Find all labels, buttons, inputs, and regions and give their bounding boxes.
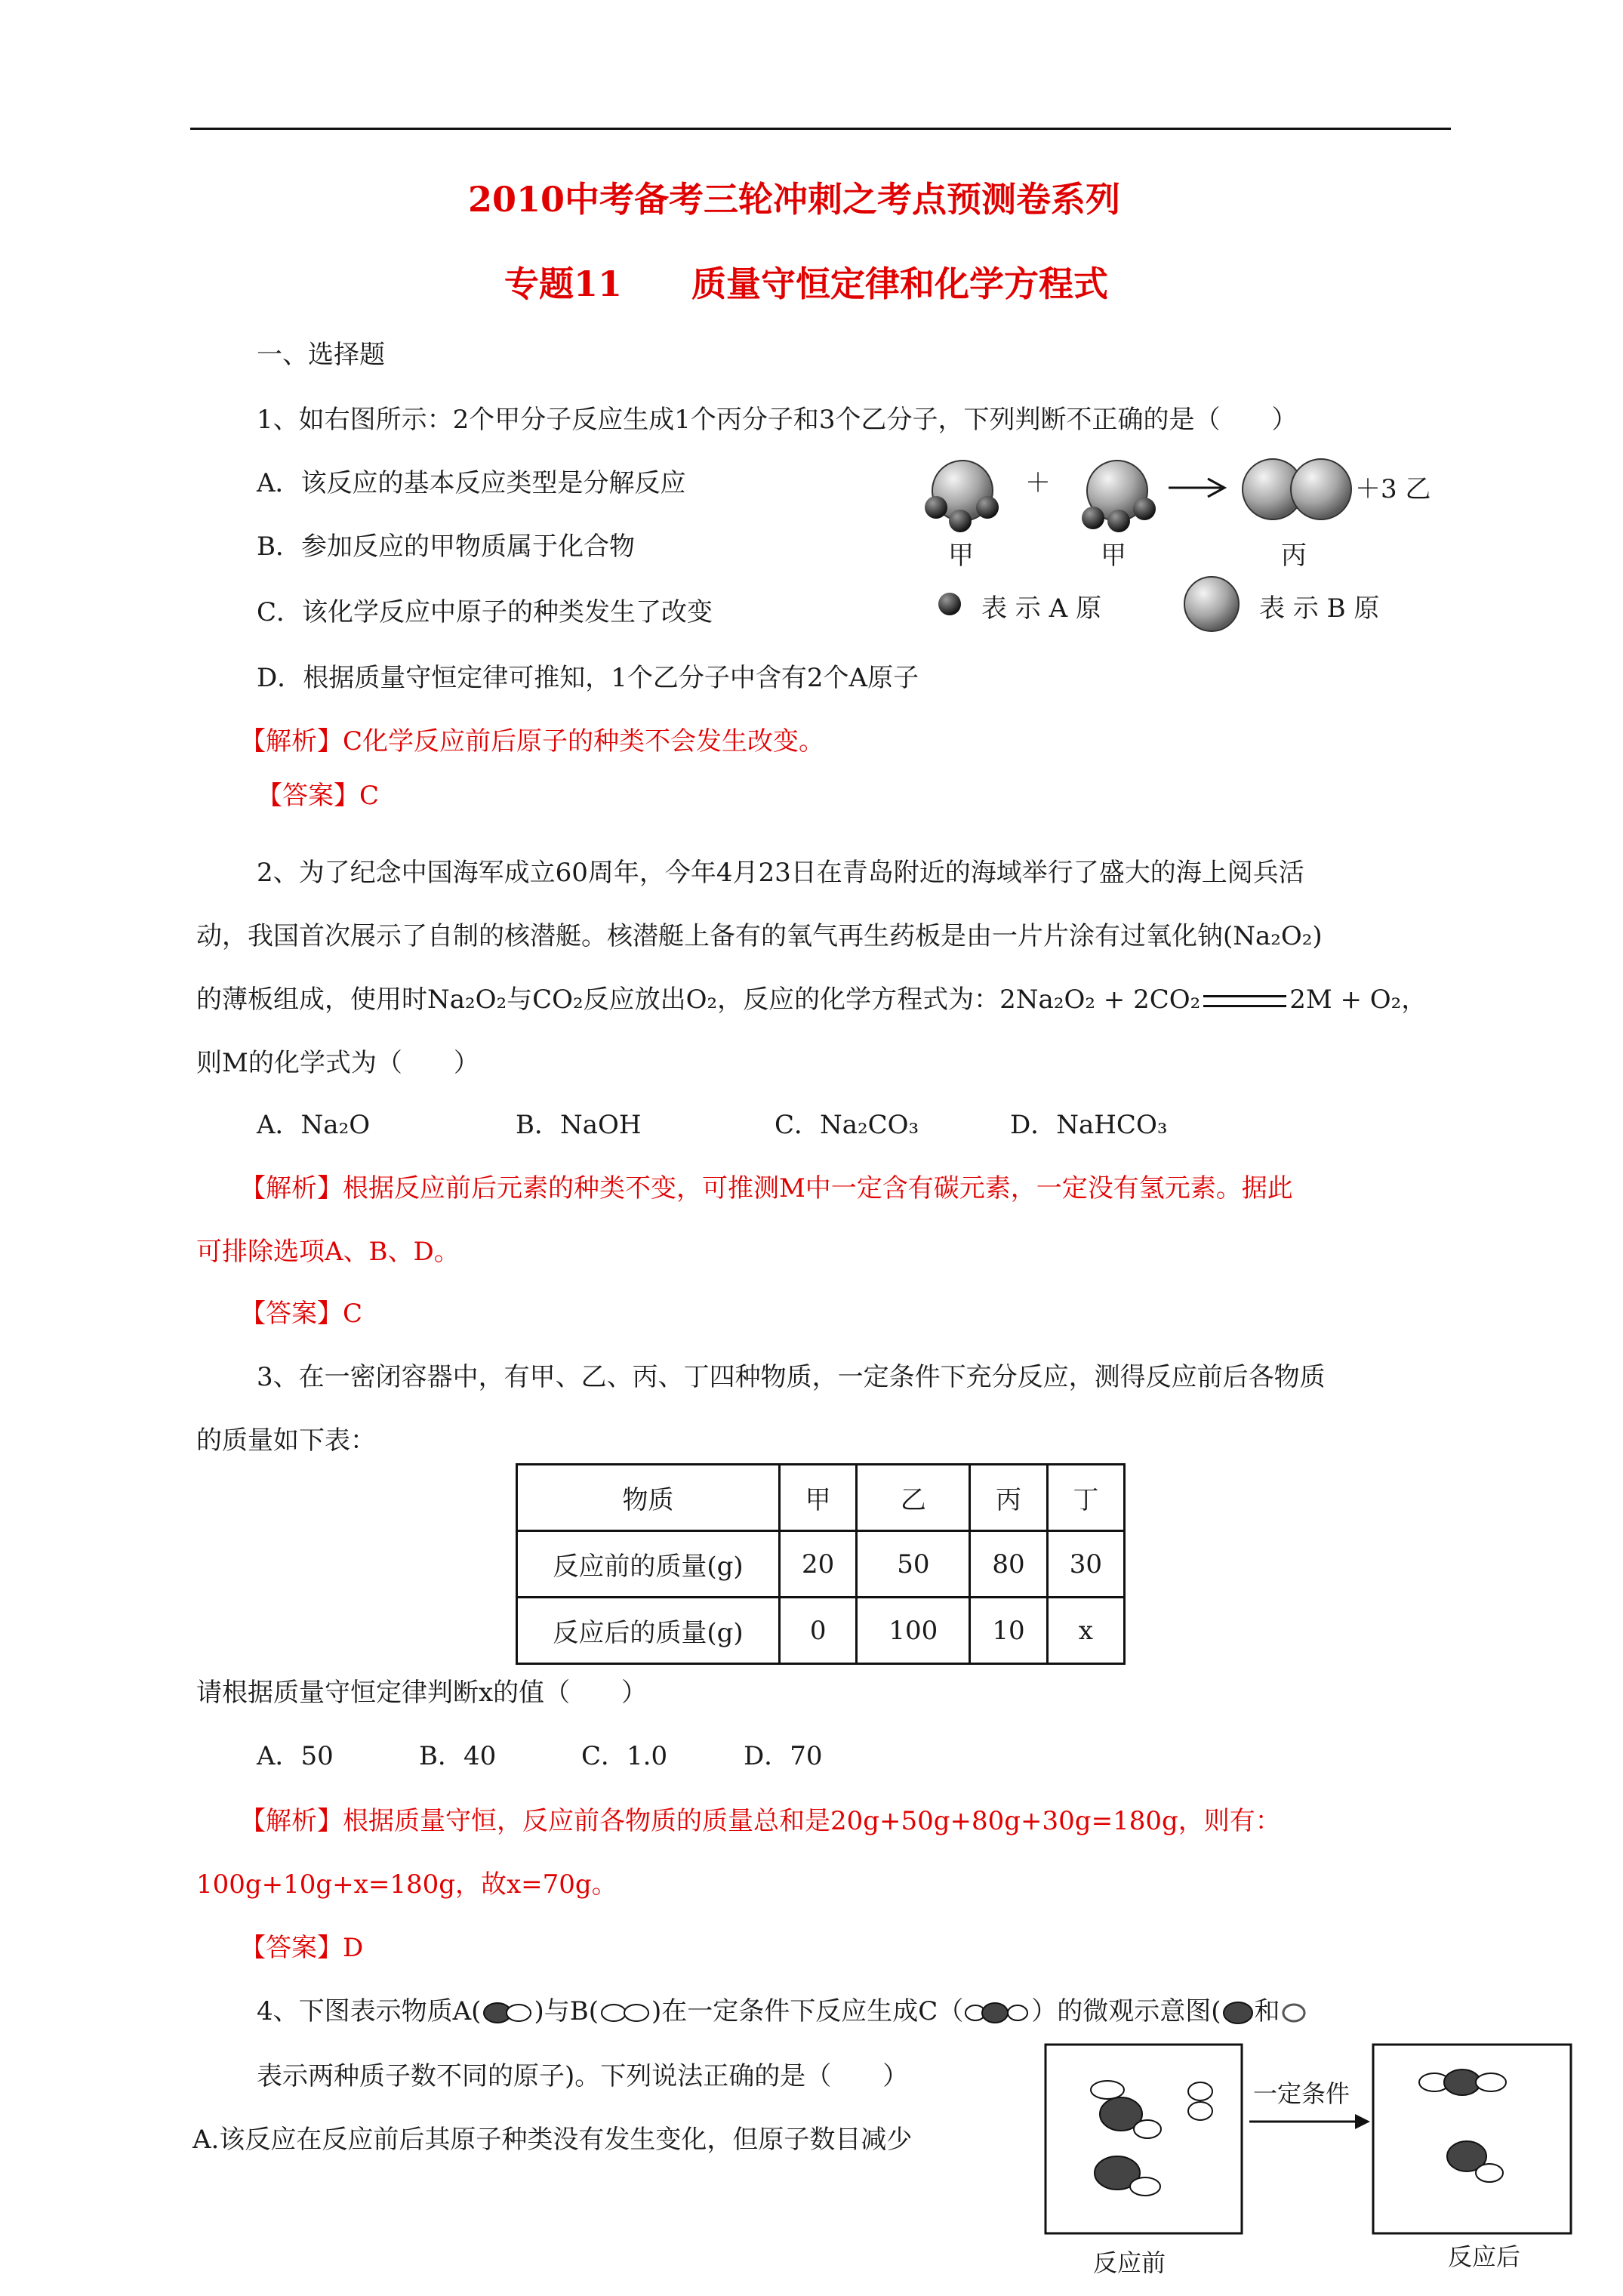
- substance-b-icon: [599, 2000, 651, 2026]
- q1-fig-legend-b: 表 示 B 原: [1259, 593, 1380, 624]
- table-cell: 反应后的质量(g): [517, 1598, 780, 1664]
- q2-option-a: A．Na₂O: [257, 1110, 371, 1140]
- q4-option-a: A.该反应在反应前后其原子种类没有发生变化，但原子数目减少: [192, 2125, 913, 2155]
- top-rule: [190, 128, 1451, 130]
- q2-line-3: 的薄板组成，使用时Na₂O₂与CO₂反应放出O₂，反应的化学方程式为：2Na₂O₂ + 2CO₂ 2M + O₂，: [196, 985, 1427, 1015]
- q1-fig-legend-a: 表 示 A 原: [981, 593, 1101, 624]
- q3-analysis-2: 100g+10g+x=180g，故x=70g。: [196, 1869, 617, 1900]
- q4-line-1: 4、下图表示物质A( )与B( )在一定条件下反应生成C（ ）的微观示意图( 和: [257, 1990, 1307, 2027]
- bing-molecule-icon: [1243, 459, 1351, 519]
- table-cell: 乙: [857, 1465, 970, 1531]
- q3-option-a: A．50: [257, 1741, 334, 1771]
- before-box: [1046, 2045, 1242, 2233]
- b-molecule-icon: [1091, 2081, 1124, 2099]
- table-cell: 20: [780, 1531, 857, 1598]
- dark-atom-icon: [1221, 2000, 1255, 2026]
- q3-analysis-1: 【解析】根据质量守恒，反应前各物质的质量总和是20g+50g+80g+30g=180g，则有：: [240, 1806, 1281, 1836]
- q1-option-c: C．该化学反应中原子的种类发生了改变: [257, 597, 713, 627]
- q2-analysis-2: 可排除选项A、B、D。: [196, 1237, 460, 1267]
- q1-fig-plus3-yi: ＋3 乙: [1355, 474, 1431, 504]
- q2-line-2: 动，我国首次展示了自制的核潜艇。核潜艇上备有的氧气再生药板是由一片片涂有过氧化钠(Na₂O₂): [196, 921, 1323, 951]
- q1-fig-plus: ＋: [1025, 468, 1051, 498]
- page-title: 2010中考备考三轮冲刺之考点预测卷系列: [468, 179, 1121, 220]
- q3-after-table: 请根据质量守恒定律判断x的值（ ）: [196, 1678, 648, 1708]
- table-cell: x: [1047, 1598, 1124, 1664]
- table-cell: 反应前的质量(g): [517, 1531, 780, 1598]
- table-cell: 10: [970, 1598, 1047, 1664]
- q1-fig-label-jia-1: 甲: [948, 541, 974, 571]
- q1-fig-label-jia-2: 甲: [1101, 541, 1126, 571]
- q4-line-2: 表示两种质子数不同的原子)。下列说法正确的是（ ）: [257, 2061, 909, 2091]
- table-row: [517, 1531, 1125, 1598]
- a-molecule-icon: [1100, 2097, 1161, 2138]
- c-molecule-icon: [1419, 2069, 1506, 2095]
- b-molecule-icon: [1188, 2082, 1212, 2120]
- q4-fig-condition: 一定条件: [1253, 2079, 1350, 2108]
- jia-molecule-1-icon: [925, 461, 999, 532]
- q1-analysis: 【解析】C化学反应前后原子的种类不会发生改变。: [240, 726, 825, 757]
- q3-answer: 【答案】D: [240, 1933, 364, 1963]
- q2-option-b: B．NaOH: [516, 1110, 642, 1140]
- a-molecule-icon: [1447, 2141, 1503, 2182]
- q2-analysis-1: 【解析】根据反应前后元素的种类不变，可推测M中一定含有碳元素，一定没有氢元素。据此: [240, 1173, 1293, 1203]
- light-atom-icon: [1280, 2000, 1307, 2026]
- table-cell: 丙: [970, 1465, 1047, 1531]
- table-cell: 80: [970, 1531, 1047, 1598]
- q3-line-1: 3、在一密闭容器中，有甲、乙、丙、丁四种物质，一定条件下充分反应，测得反应前后各物质: [257, 1362, 1326, 1392]
- table-cell: 0: [780, 1598, 857, 1664]
- equation-double-line: [1203, 995, 1286, 1007]
- table-cell: 100: [857, 1598, 970, 1664]
- q3-option-c: C．1.0: [581, 1741, 668, 1771]
- table-cell: 30: [1047, 1531, 1124, 1598]
- q2-answer: 【答案】C: [240, 1299, 363, 1329]
- q1-answer: 【答案】C: [257, 781, 380, 811]
- table-cell: 丁: [1047, 1465, 1124, 1531]
- q4-fig-after-label: 反应后: [1448, 2242, 1521, 2271]
- q2-line-1: 2、为了纪念中国海军成立60周年，今年4月23日在青岛附近的海域举行了盛大的海上阅兵活: [257, 858, 1304, 888]
- condition-arrow-icon: [1249, 2114, 1370, 2129]
- q4-fig-before-label: 反应前: [1093, 2248, 1166, 2277]
- mass-table: [516, 1463, 1126, 1665]
- q1-option-b: B．参加反应的甲物质属于化合物: [257, 532, 635, 562]
- q2-option-d: D．NaHCO₃: [1010, 1110, 1168, 1140]
- substance-a-icon: [481, 2000, 534, 2026]
- jia-molecule-2-icon: [1082, 461, 1156, 532]
- q2-line-4: 则M的化学式为（ ）: [196, 1048, 479, 1078]
- q1-option-d: D．根据质量守恒定律可推知，1个乙分子中含有2个A原子: [257, 663, 919, 693]
- q1-fig-label-bing: 丙: [1281, 541, 1307, 571]
- q3-option-d: D．70: [744, 1741, 823, 1771]
- table-cell: 50: [857, 1531, 970, 1598]
- q1-option-a: A．该反应的基本反应类型是分解反应: [257, 468, 686, 498]
- legend-a-atom-icon: [938, 593, 961, 615]
- q1-stem: 1、如右图所示：2个甲分子反应生成1个丙分子和3个乙分子，下列判断不正确的是（ ）: [257, 405, 1298, 435]
- table-cell: 物质: [517, 1465, 780, 1531]
- section-heading: 一、选择题: [257, 340, 385, 370]
- table-row: [517, 1598, 1125, 1664]
- table-row: [517, 1465, 1125, 1531]
- reaction-arrow-icon: [1169, 479, 1224, 497]
- q3-option-b: B．40: [419, 1741, 497, 1771]
- q3-line-2: 的质量如下表：: [196, 1425, 376, 1456]
- table-cell: 甲: [780, 1465, 857, 1531]
- substance-c-icon: [963, 2000, 1031, 2026]
- legend-b-atom-icon: [1184, 577, 1239, 631]
- a-molecule-icon: [1095, 2156, 1160, 2196]
- page-subtitle: 专题11 质量守恒定律和化学方程式: [504, 264, 1109, 304]
- q2-option-c: C．Na₂CO₃: [775, 1110, 919, 1140]
